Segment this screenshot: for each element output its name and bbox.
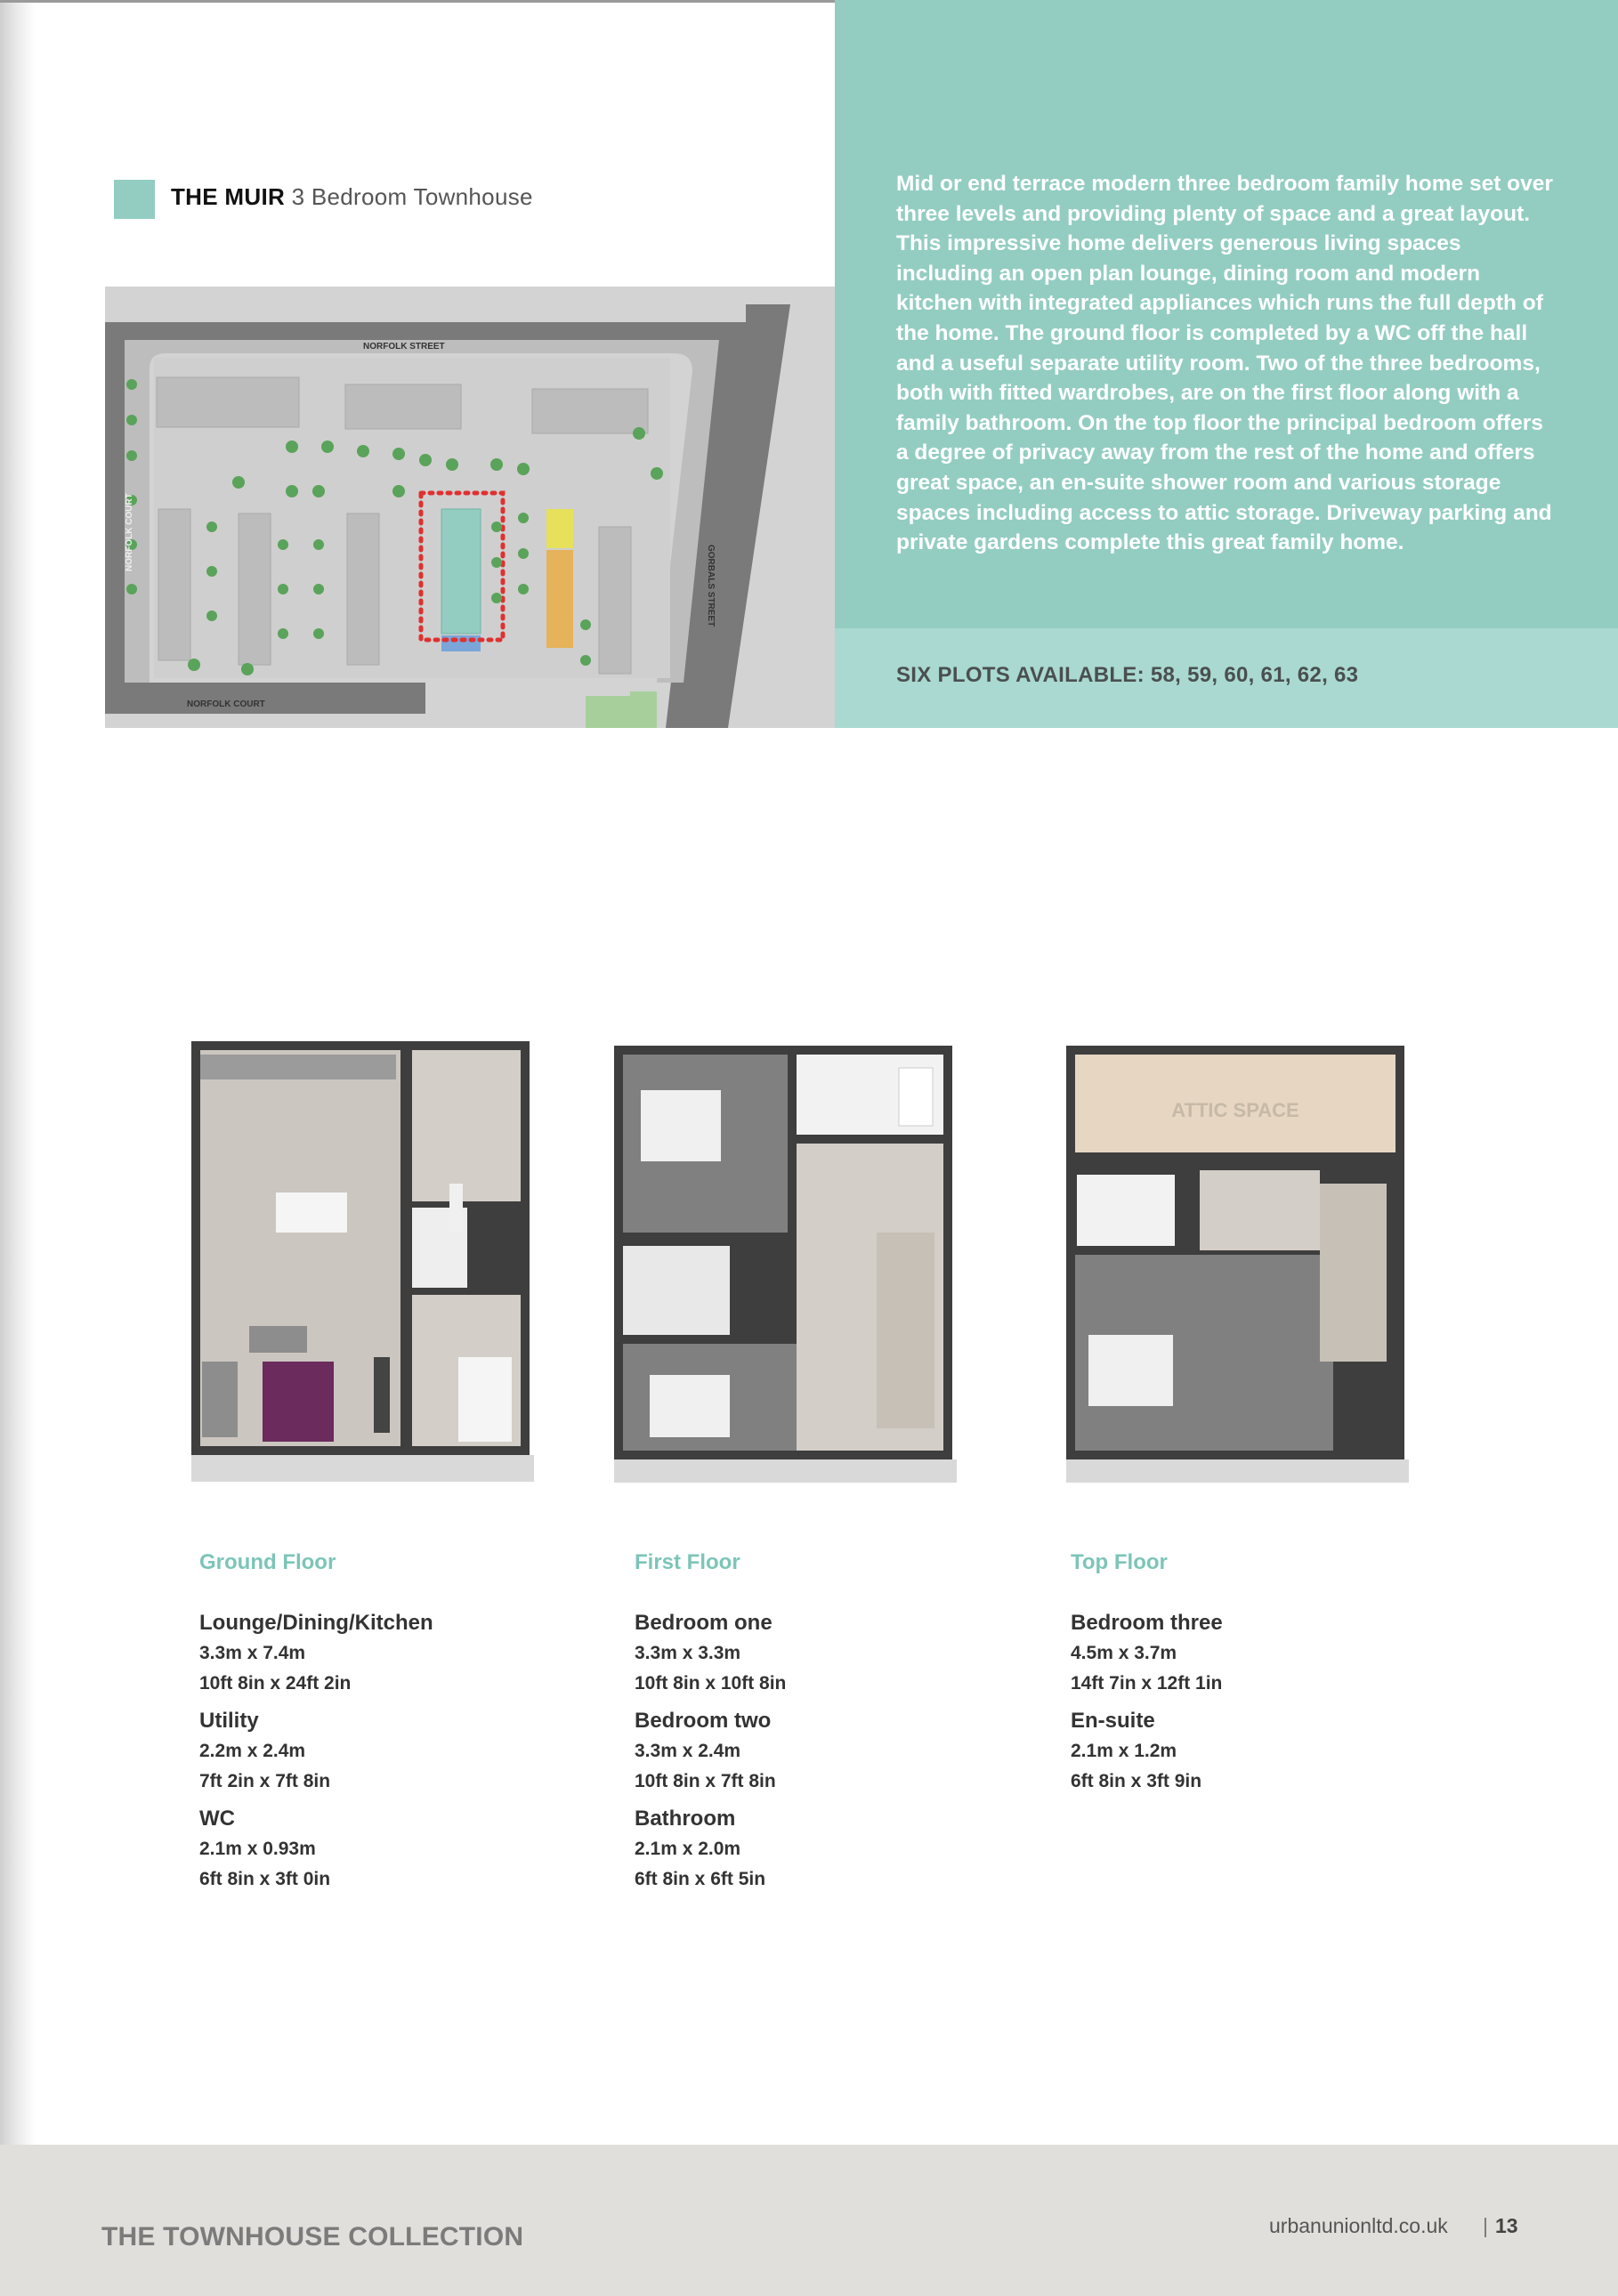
- room-name: En-suite: [1071, 1709, 1155, 1733]
- street-label: NORFOLK COURT: [187, 699, 265, 709]
- house-subtitle: 3 Bedroom Townhouse: [291, 183, 533, 210]
- page-title: [171, 183, 533, 211]
- website-link[interactable]: urbanunionltd.co.uk: [1269, 2214, 1448, 2237]
- street-label: NORFOLK STREET: [363, 342, 445, 352]
- room-name: Utility: [199, 1709, 259, 1733]
- floor-label-first: First Floor: [635, 1550, 740, 1574]
- site-plan-map: [105, 287, 835, 728]
- room-name: Bathroom: [635, 1807, 736, 1831]
- plots-available: SIX PLOTS AVAILABLE: 58, 59, 60, 61, 62, 63: [896, 663, 1359, 687]
- floor-label-top: Top Floor: [1071, 1550, 1168, 1574]
- room-name: Bedroom one: [635, 1611, 773, 1635]
- room-imperial: 6ft 8in x 3ft 0in: [199, 1869, 331, 1889]
- room-metric: 3.3m x 2.4m: [635, 1741, 741, 1761]
- attic-space-label: ATTIC SPACE: [1171, 1099, 1299, 1121]
- ground-floor-plan: [191, 1001, 534, 1486]
- first-floor-plan: [614, 1041, 957, 1486]
- room-imperial: 10ft 8in x 24ft 2in: [199, 1673, 352, 1694]
- room-name: Bedroom three: [1071, 1611, 1223, 1635]
- floor-label-ground: Ground Floor: [199, 1550, 336, 1574]
- teal-marker: [114, 180, 155, 219]
- room-name: WC: [199, 1807, 235, 1831]
- room-imperial: 10ft 8in x 7ft 8in: [635, 1771, 776, 1791]
- room-imperial: 7ft 2in x 7ft 8in: [199, 1771, 331, 1791]
- room-imperial: 6ft 8in x 3ft 9in: [1071, 1771, 1202, 1791]
- room-imperial: 14ft 7in x 12ft 1in: [1071, 1673, 1223, 1694]
- room-metric: 3.3m x 3.3m: [635, 1643, 741, 1663]
- room-name: Bedroom two: [635, 1709, 772, 1733]
- footer-separator: |: [1483, 2214, 1488, 2237]
- room-imperial: 10ft 8in x 10ft 8in: [635, 1673, 787, 1694]
- page-spine-shadow: [0, 0, 36, 2296]
- house-description: Mid or end terrace modern three bedroom family home set over three levels and providing plenty of space and a great layout. This impressive home delivers generous living spaces including an open plan lounge, dining room and modern kitchen with integrated appliances which runs the full depth of the home. The ground floor is completed by a WC off the hall and a useful separate utility room. Two of the three bedrooms, both with fitted wardrobes, are on the first floor along with a family bathroom. On the top floor the principal bedroom offers a degree of privacy away from the rest of the home and offers great space, an en-suite shower room and various storage spaces including access to attic storage. Driveway parking and private gardens complete this great family home.: [896, 172, 1553, 555]
- page-number: 13: [1495, 2214, 1518, 2237]
- room-imperial: 6ft 8in x 6ft 5in: [635, 1869, 766, 1889]
- collection-title: THE TOWNHOUSE COLLECTION: [101, 2222, 524, 2252]
- room-metric: 2.1m x 2.0m: [635, 1839, 741, 1859]
- top-floor-plan: [1066, 1041, 1409, 1486]
- street-label: NORFOLK COURT: [125, 493, 134, 571]
- room-name: Lounge/Dining/Kitchen: [199, 1611, 433, 1635]
- room-metric: 3.3m x 7.4m: [199, 1643, 306, 1663]
- house-name: THE MUIR: [171, 183, 286, 210]
- room-metric: 2.1m x 1.2m: [1071, 1741, 1177, 1761]
- room-metric: 2.1m x 0.93m: [199, 1839, 316, 1859]
- room-metric: 4.5m x 3.7m: [1071, 1643, 1177, 1663]
- street-label: GORBALS STREET: [706, 545, 716, 627]
- room-metric: 2.2m x 2.4m: [199, 1741, 306, 1761]
